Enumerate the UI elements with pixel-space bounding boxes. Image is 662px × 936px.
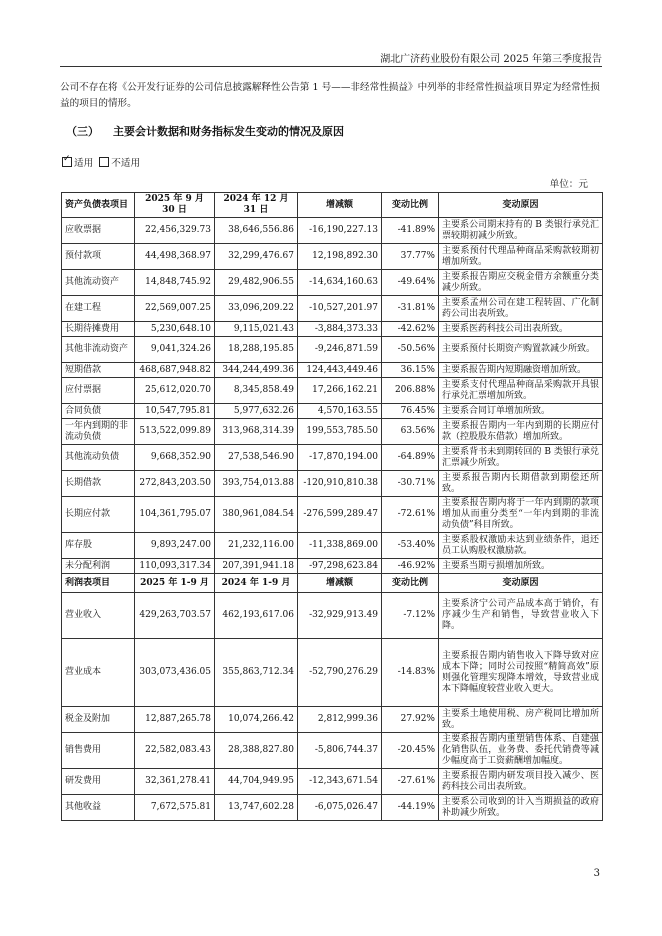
- applicable-no-label: 不适用: [111, 158, 141, 169]
- row-change-ratio: -27.61%: [382, 769, 439, 795]
- row-change-ratio: -41.89%: [382, 218, 439, 244]
- applicable-checkbox-checked: [62, 157, 72, 167]
- row-item-name: 其他流动资产: [62, 270, 135, 296]
- row-current-value: 22,569,007.25: [135, 296, 215, 322]
- row-change-reason: 主要系报告期内研发项目投入减少、医药科技公司出表所致。: [439, 769, 603, 795]
- table-row: [62, 322, 603, 337]
- row-item-name: 其他非流动资产: [62, 337, 135, 363]
- table-row: [62, 244, 603, 270]
- row-current-value: 32,361,278.41: [135, 769, 215, 795]
- row-item-name: 一年内到期的非流动负债: [62, 419, 135, 445]
- table-row: [62, 733, 603, 769]
- row-item-name: 预付款项: [62, 244, 135, 270]
- table-row: [62, 296, 603, 322]
- row-change-ratio: -50.56%: [382, 337, 439, 363]
- row-change-reason: 主要系公司期末持有的 B 类银行承兑汇票较期初减少所致。: [439, 218, 603, 244]
- row-change-ratio: -53.40%: [382, 533, 439, 559]
- row-prior-value: 27,538,546.90: [215, 445, 298, 471]
- row-change-ratio: -30.71%: [382, 471, 439, 497]
- row-prior-value: 44,704,949.95: [215, 769, 298, 795]
- row-change-reason: 主要系报告期内短期融资增加所致。: [439, 363, 603, 378]
- row-change-reason: 主要系支付代理品种商品采购款开具银行承兑汇票增加所致。: [439, 378, 603, 404]
- table-row: [62, 404, 603, 419]
- row-change-reason: 主要系报告期内将于一年内到期的款项增加从而重分类至“一年内到期的非流动负债”科目所致。: [439, 497, 603, 533]
- row-change-amount: 4,570,163.55: [298, 404, 382, 419]
- row-current-value: 429,263,703.57: [135, 593, 215, 639]
- unit-label: 单位：元: [549, 179, 588, 190]
- row-item-name: 长期应付款: [62, 497, 135, 533]
- row-current-value: 10,547,795.81: [135, 404, 215, 419]
- row-prior-value: 9,115,021.43: [215, 322, 298, 337]
- row-change-ratio: -42.62%: [382, 322, 439, 337]
- row-prior-value: 344,244,499.36: [215, 363, 298, 378]
- column-header: 2025 年 1-9 月: [135, 574, 215, 593]
- row-item-name: 应收票据: [62, 218, 135, 244]
- intro-paragraph: 公司不存在将《公开发行证券的公司信息披露解释性公告第 1 号——非经常性损益》中列举的非经常性损益项目界定为经常性损益的项目的情形。: [60, 82, 600, 109]
- row-change-amount: -17,870,194.00: [298, 445, 382, 471]
- row-item-name: 未分配利润: [62, 559, 135, 574]
- row-change-ratio: -14.83%: [382, 639, 439, 707]
- row-change-reason: 主要系济宁公司产品成本高于销价，有序减少生产和销售，导致营业收入下降。: [439, 593, 603, 639]
- row-item-name: 营业成本: [62, 639, 135, 707]
- column-header: 利润表项目: [62, 574, 135, 593]
- table-row: [62, 707, 603, 733]
- table-row: [62, 445, 603, 471]
- row-change-amount: -97,298,623.84: [298, 559, 382, 574]
- table-row: [62, 795, 603, 821]
- row-change-reason: 主要系预付代理品种商品采购款较期初增加所致。: [439, 244, 603, 270]
- row-change-ratio: -46.92%: [382, 559, 439, 574]
- row-current-value: 104,361,795.07: [135, 497, 215, 533]
- row-prior-value: 38,646,556.86: [215, 218, 298, 244]
- applicable-yes-label: 适用: [74, 158, 94, 169]
- table-row: [62, 378, 603, 404]
- row-change-reason: 主要系股权激励未达到业绩条件，退还员工认购股权激励款。: [439, 533, 603, 559]
- row-current-value: 110,093,317.34: [135, 559, 215, 574]
- row-prior-value: 5,977,632.26: [215, 404, 298, 419]
- page-number: 3: [593, 868, 600, 879]
- applicability-selector: [62, 155, 140, 169]
- row-current-value: 14,848,745.92: [135, 270, 215, 296]
- row-change-ratio: -72.61%: [382, 497, 439, 533]
- column-header: 变动原因: [439, 193, 603, 218]
- row-item-name: 在建工程: [62, 296, 135, 322]
- section-heading: [66, 123, 344, 139]
- row-change-reason: 主要系土地使用税、房产税同比增加所致。: [439, 707, 603, 733]
- row-change-amount: -11,338,869.00: [298, 533, 382, 559]
- row-change-ratio: -64.89%: [382, 445, 439, 471]
- report-title: 湖北广济药业股份有限公司 2025 年第三季度报告: [380, 54, 602, 65]
- table-row: [62, 419, 603, 445]
- row-change-ratio: 37.77%: [382, 244, 439, 270]
- column-header: 增减额: [298, 574, 382, 593]
- row-change-ratio: 27.92%: [382, 707, 439, 733]
- row-item-name: 销售费用: [62, 733, 135, 769]
- row-prior-value: 355,863,712.34: [215, 639, 298, 707]
- row-item-name: 短期借款: [62, 363, 135, 378]
- applicable-checkbox-empty: [99, 157, 109, 167]
- table-row: [62, 497, 603, 533]
- row-change-reason: 主要系报告期内长期借款到期偿还所致。: [439, 471, 603, 497]
- row-change-reason: 主要系医药科技公司出表所致。: [439, 322, 603, 337]
- row-item-name: 合同负债: [62, 404, 135, 419]
- row-change-reason: 主要系报告期内一年内到期的长期应付款（控股股东借款）增加所致。: [439, 419, 603, 445]
- row-change-amount: -9,246,871.59: [298, 337, 382, 363]
- financial-change-table: [61, 192, 603, 821]
- row-prior-value: 380,961,084.54: [215, 497, 298, 533]
- row-change-amount: -120,910,810.38: [298, 471, 382, 497]
- row-item-name: 应付票据: [62, 378, 135, 404]
- row-prior-value: 313,968,314.39: [215, 419, 298, 445]
- row-current-value: 9,041,324.26: [135, 337, 215, 363]
- row-change-amount: 199,553,785.50: [298, 419, 382, 445]
- row-prior-value: 10,074,266.42: [215, 707, 298, 733]
- row-item-name: 税金及附加: [62, 707, 135, 733]
- row-change-ratio: 76.45%: [382, 404, 439, 419]
- page-header: [60, 50, 602, 67]
- row-change-reason: 主要系背书未到期转回的 B 类银行承兑汇票减少所致。: [439, 445, 603, 471]
- row-change-ratio: -20.45%: [382, 733, 439, 769]
- row-current-value: 25,612,020.70: [135, 378, 215, 404]
- row-item-name: 研发费用: [62, 769, 135, 795]
- row-change-reason: 主要系报告期内销售收入下降导致对应成本下降；同时公司按照“精简高效”原则强化管理实现降本增效，导致营业成本下降幅度较营业收入更大。: [439, 639, 603, 707]
- row-change-ratio: 36.15%: [382, 363, 439, 378]
- income-statement-header-row: [62, 574, 603, 593]
- column-header: 变动原因: [439, 574, 603, 593]
- row-prior-value: 29,482,906.55: [215, 270, 298, 296]
- row-change-reason: 主要系报告期应交税金借方余额重分类减少所致。: [439, 270, 603, 296]
- row-current-value: 7,672,575.81: [135, 795, 215, 821]
- row-change-ratio: -7.12%: [382, 593, 439, 639]
- row-change-amount: -32,929,913.49: [298, 593, 382, 639]
- row-prior-value: 28,388,827.80: [215, 733, 298, 769]
- row-change-reason: 主要系合同订单增加所致。: [439, 404, 603, 419]
- row-change-amount: -16,190,227.13: [298, 218, 382, 244]
- table-row: [62, 218, 603, 244]
- row-item-name: 营业收入: [62, 593, 135, 639]
- row-prior-value: 33,096,209.22: [215, 296, 298, 322]
- row-change-ratio: -44.19%: [382, 795, 439, 821]
- row-change-reason: 主要系公司收到的计入当期损益的政府补助减少所致。: [439, 795, 603, 821]
- row-prior-value: 8,345,858.49: [215, 378, 298, 404]
- row-change-amount: -6,075,026.47: [298, 795, 382, 821]
- row-current-value: 303,073,436.05: [135, 639, 215, 707]
- table-row: [62, 270, 603, 296]
- row-current-value: 12,887,265.78: [135, 707, 215, 733]
- row-prior-value: 32,299,476.67: [215, 244, 298, 270]
- row-item-name: 长期待摊费用: [62, 322, 135, 337]
- table-row: [62, 593, 603, 639]
- row-prior-value: 18,288,195.85: [215, 337, 298, 363]
- row-change-amount: -3,884,373.33: [298, 322, 382, 337]
- row-change-ratio: -31.81%: [382, 296, 439, 322]
- row-change-amount: -12,343,671.54: [298, 769, 382, 795]
- row-change-amount: 2,812,999.36: [298, 707, 382, 733]
- row-change-amount: -276,599,289.47: [298, 497, 382, 533]
- row-current-value: 22,456,329.73: [135, 218, 215, 244]
- column-header: 2025 年 9 月 30 日: [135, 193, 215, 218]
- row-change-ratio: -49.64%: [382, 270, 439, 296]
- row-current-value: 9,893,247.00: [135, 533, 215, 559]
- balance-sheet-header-row: [62, 193, 603, 218]
- table-row: [62, 337, 603, 363]
- row-change-reason: 主要系预付长期资产购置款减少所致。: [439, 337, 603, 363]
- column-header: 变动比例: [382, 574, 439, 593]
- row-prior-value: 13,747,602.28: [215, 795, 298, 821]
- row-change-amount: 124,443,449.46: [298, 363, 382, 378]
- row-current-value: 468,687,948.82: [135, 363, 215, 378]
- section-title: 主要会计数据和财务指标发生变动的情况及原因: [113, 125, 344, 138]
- section-number: （三）: [66, 125, 99, 138]
- row-change-amount: -10,527,201.97: [298, 296, 382, 322]
- row-change-reason: 主要系当期亏损增加所致。: [439, 559, 603, 574]
- row-current-value: 5,230,648.10: [135, 322, 215, 337]
- row-item-name: 库存股: [62, 533, 135, 559]
- column-header: 2024 年 12 月 31 日: [215, 193, 298, 218]
- row-current-value: 22,582,083.43: [135, 733, 215, 769]
- row-current-value: 44,498,368.97: [135, 244, 215, 270]
- row-change-amount: -5,806,744.37: [298, 733, 382, 769]
- table-row: [62, 639, 603, 707]
- row-prior-value: 462,193,617.06: [215, 593, 298, 639]
- row-change-reason: 主要系报告期内重塑销售体系、自建强化销售队伍，业务费、委托代销费等减少幅度高于工资薪酬增加幅度。: [439, 733, 603, 769]
- table-row: [62, 471, 603, 497]
- row-change-amount: -14,634,160.63: [298, 270, 382, 296]
- row-item-name: 其他收益: [62, 795, 135, 821]
- row-change-amount: 12,198,892.30: [298, 244, 382, 270]
- row-current-value: 9,668,352.90: [135, 445, 215, 471]
- row-prior-value: 207,391,941.18: [215, 559, 298, 574]
- row-change-amount: -52,790,276.29: [298, 639, 382, 707]
- column-header: 2024 年 1-9 月: [215, 574, 298, 593]
- table-row: [62, 363, 603, 378]
- row-current-value: 272,843,203.50: [135, 471, 215, 497]
- table-row: [62, 769, 603, 795]
- table-row: [62, 559, 603, 574]
- row-prior-value: 393,754,013.88: [215, 471, 298, 497]
- column-header: 增减额: [298, 193, 382, 218]
- column-header: 变动比例: [382, 193, 439, 218]
- row-prior-value: 21,232,116.00: [215, 533, 298, 559]
- row-change-ratio: 206.88%: [382, 378, 439, 404]
- row-change-ratio: 63.56%: [382, 419, 439, 445]
- column-header: 资产负债表项目: [62, 193, 135, 218]
- row-change-reason: 主要系孟州公司在建工程转固、广化制药公司出表所致。: [439, 296, 603, 322]
- table-row: [62, 533, 603, 559]
- row-change-amount: 17,266,162.21: [298, 378, 382, 404]
- row-item-name: 其他流动负债: [62, 445, 135, 471]
- row-item-name: 长期借款: [62, 471, 135, 497]
- row-current-value: 513,522,099.89: [135, 419, 215, 445]
